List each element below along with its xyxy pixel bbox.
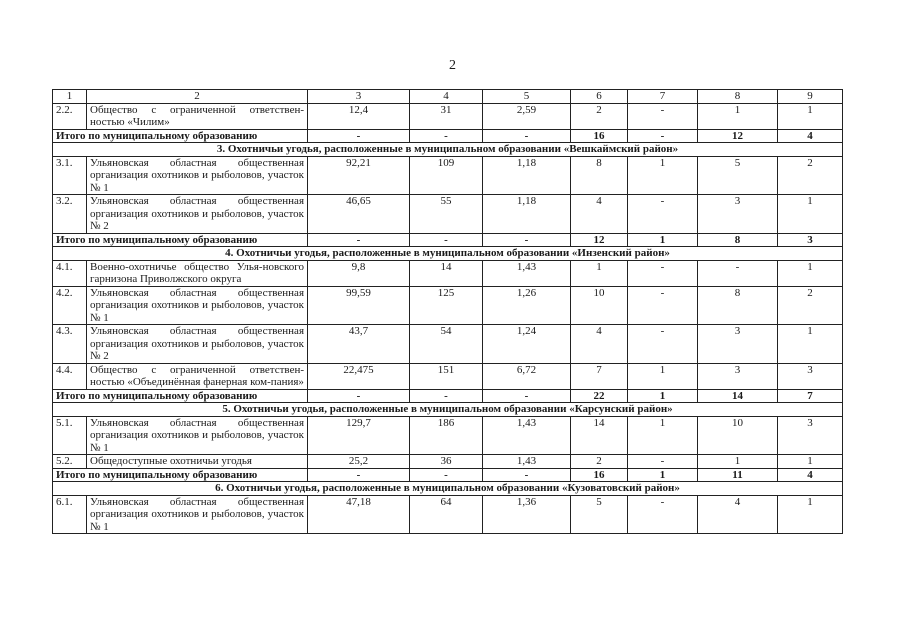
column-number-header: 1 [53, 90, 87, 104]
column-number-header: 6 [571, 90, 628, 104]
table-cell: 4 [571, 325, 628, 364]
table-cell: 14 [410, 260, 483, 286]
table-cell: 9,8 [308, 260, 410, 286]
table-cell: - [698, 260, 778, 286]
column-number-header: 7 [628, 90, 698, 104]
table-cell: 1 [778, 455, 843, 469]
total-label: Итого по муниципальному образованию [53, 233, 308, 247]
table-cell: 4 [571, 195, 628, 234]
table-cell: 3 [698, 363, 778, 389]
column-number-header: 4 [410, 90, 483, 104]
table-row [53, 195, 843, 234]
table-cell: 1,43 [483, 416, 571, 455]
table-cell: 1 [628, 363, 698, 389]
total-row [53, 233, 843, 247]
table-cell: 3 [698, 325, 778, 364]
table-cell: 1,24 [483, 325, 571, 364]
table-cell: 1,43 [483, 455, 571, 469]
table-row [53, 495, 843, 534]
table-cell: 47,18 [308, 495, 410, 534]
organization-name: Ульяновская областная общественная организация охотников и рыболовов, участок № 1 [87, 495, 308, 534]
total-cell: - [410, 389, 483, 403]
table-cell: 2 [571, 455, 628, 469]
row-number: 4.4. [53, 363, 87, 389]
total-cell: 12 [571, 233, 628, 247]
table-cell: - [628, 325, 698, 364]
section-heading-row [53, 143, 843, 157]
table-cell: 1 [628, 156, 698, 195]
total-cell: - [483, 468, 571, 482]
table-cell: 1,18 [483, 156, 571, 195]
total-label: Итого по муниципальному образованию [53, 389, 308, 403]
total-cell: 3 [778, 233, 843, 247]
organization-name: Общество с ограниченной ответствен-ностью «Чилим» [87, 103, 308, 129]
table-cell: 2,59 [483, 103, 571, 129]
section-heading: 3. Охотничьи угодья, расположенные в муниципальном образовании «Вешкаймский район» [53, 143, 843, 157]
total-cell: - [410, 468, 483, 482]
total-label: Итого по муниципальному образованию [53, 129, 308, 143]
table-cell: 151 [410, 363, 483, 389]
organization-name: Ульяновская областная общественная организация охотников и рыболовов, участок № 1 [87, 156, 308, 195]
total-cell: - [410, 129, 483, 143]
organization-name: Ульяновская областная общественная организация охотников и рыболовов, участок № 2 [87, 325, 308, 364]
section-heading-row [53, 403, 843, 417]
total-cell: 4 [778, 468, 843, 482]
table-cell: 12,4 [308, 103, 410, 129]
table-cell: 1 [778, 260, 843, 286]
table-cell: - [628, 260, 698, 286]
table-cell: 1 [778, 325, 843, 364]
total-cell: 14 [698, 389, 778, 403]
table-cell: 46,65 [308, 195, 410, 234]
row-number: 4.2. [53, 286, 87, 325]
organization-name: Общедоступные охотничьи угодья [87, 455, 308, 469]
total-cell: 16 [571, 129, 628, 143]
organization-name: Военно-охотничье общество Улья-новского гарнизона Приволжского округа [87, 260, 308, 286]
row-number: 5.2. [53, 455, 87, 469]
total-cell: 22 [571, 389, 628, 403]
column-number-header: 8 [698, 90, 778, 104]
table-cell: 92,21 [308, 156, 410, 195]
total-cell: - [483, 233, 571, 247]
row-number: 3.1. [53, 156, 87, 195]
table-row [53, 286, 843, 325]
table-cell: 43,7 [308, 325, 410, 364]
total-cell: - [308, 129, 410, 143]
section-heading: 4. Охотничьи угодья, расположенные в муниципальном образовании «Инзенский район» [53, 247, 843, 261]
total-cell: 1 [628, 468, 698, 482]
table-cell: 64 [410, 495, 483, 534]
table-cell: - [628, 103, 698, 129]
total-cell: - [410, 233, 483, 247]
table-cell: 1 [778, 195, 843, 234]
table-cell: 10 [571, 286, 628, 325]
table-cell: 3 [698, 195, 778, 234]
organization-name: Общество с ограниченной ответствен-ностью «Объединённая фанерная ком-пания» [87, 363, 308, 389]
table-cell: 5 [698, 156, 778, 195]
table-cell: 8 [698, 286, 778, 325]
total-cell: - [308, 233, 410, 247]
table-cell: - [628, 195, 698, 234]
row-number: 6.1. [53, 495, 87, 534]
table-cell: 125 [410, 286, 483, 325]
table-cell: - [628, 286, 698, 325]
section-heading-row [53, 247, 843, 261]
table-cell: 2 [778, 156, 843, 195]
table-cell: 129,7 [308, 416, 410, 455]
table-row [53, 156, 843, 195]
row-number: 5.1. [53, 416, 87, 455]
table-cell: 5 [571, 495, 628, 534]
total-cell: 4 [778, 129, 843, 143]
row-number: 4.1. [53, 260, 87, 286]
table-cell: 7 [571, 363, 628, 389]
row-number: 2.2. [53, 103, 87, 129]
section-heading-row [53, 482, 843, 496]
table-row [53, 455, 843, 469]
organization-name: Ульяновская областная общественная организация охотников и рыболовов, участок № 1 [87, 286, 308, 325]
table-cell: - [628, 455, 698, 469]
page-number: 2 [449, 58, 456, 73]
column-number-header: 5 [483, 90, 571, 104]
table-cell: 2 [571, 103, 628, 129]
total-cell: - [483, 389, 571, 403]
total-cell: 1 [628, 233, 698, 247]
total-cell: - [308, 389, 410, 403]
table-cell: 4 [698, 495, 778, 534]
table-cell: 1 [778, 495, 843, 534]
table-cell: 14 [571, 416, 628, 455]
table-row [53, 260, 843, 286]
column-number-header-row [53, 90, 843, 104]
row-number: 3.2. [53, 195, 87, 234]
total-cell: 11 [698, 468, 778, 482]
organization-name: Ульяновская областная общественная организация охотников и рыболовов, участок № 2 [87, 195, 308, 234]
column-number-header: 3 [308, 90, 410, 104]
table-body [53, 90, 843, 534]
table-cell: 1 [698, 103, 778, 129]
table-cell: 36 [410, 455, 483, 469]
table-cell: 109 [410, 156, 483, 195]
table-cell: 54 [410, 325, 483, 364]
table-cell: 1 [571, 260, 628, 286]
table-cell: 22,475 [308, 363, 410, 389]
table-cell: 1 [778, 103, 843, 129]
column-number-header: 2 [87, 90, 308, 104]
table-cell: 3 [778, 416, 843, 455]
total-cell: - [483, 129, 571, 143]
table-cell: 1,18 [483, 195, 571, 234]
table-row [53, 363, 843, 389]
section-heading: 6. Охотничьи угодья, расположенные в муниципальном образовании «Кузоватовский район» [53, 482, 843, 496]
total-label: Итого по муниципальному образованию [53, 468, 308, 482]
hunting-grounds-table [52, 89, 843, 534]
table-cell: 2 [778, 286, 843, 325]
section-heading: 5. Охотничьи угодья, расположенные в муниципальном образовании «Карсунский район» [53, 403, 843, 417]
table-cell: 1,36 [483, 495, 571, 534]
table-cell: 1 [698, 455, 778, 469]
total-row [53, 468, 843, 482]
table-cell: 1 [628, 416, 698, 455]
table-cell: - [628, 495, 698, 534]
table-cell: 1,26 [483, 286, 571, 325]
table-row [53, 325, 843, 364]
table-cell: 25,2 [308, 455, 410, 469]
total-cell: 12 [698, 129, 778, 143]
row-number: 4.3. [53, 325, 87, 364]
total-cell: 8 [698, 233, 778, 247]
table-cell: 55 [410, 195, 483, 234]
table-row [53, 103, 843, 129]
table-cell: 99,59 [308, 286, 410, 325]
table-cell: 6,72 [483, 363, 571, 389]
table-cell: 10 [698, 416, 778, 455]
total-cell: - [308, 468, 410, 482]
total-cell: 7 [778, 389, 843, 403]
table-cell: 8 [571, 156, 628, 195]
table-row [53, 416, 843, 455]
table-cell: 186 [410, 416, 483, 455]
total-cell: 16 [571, 468, 628, 482]
organization-name: Ульяновская областная общественная организация охотников и рыболовов, участок № 1 [87, 416, 308, 455]
total-row [53, 129, 843, 143]
total-row [53, 389, 843, 403]
total-cell: - [628, 129, 698, 143]
column-number-header: 9 [778, 90, 843, 104]
total-cell: 1 [628, 389, 698, 403]
table-cell: 1,43 [483, 260, 571, 286]
table-cell: 3 [778, 363, 843, 389]
table-cell: 31 [410, 103, 483, 129]
